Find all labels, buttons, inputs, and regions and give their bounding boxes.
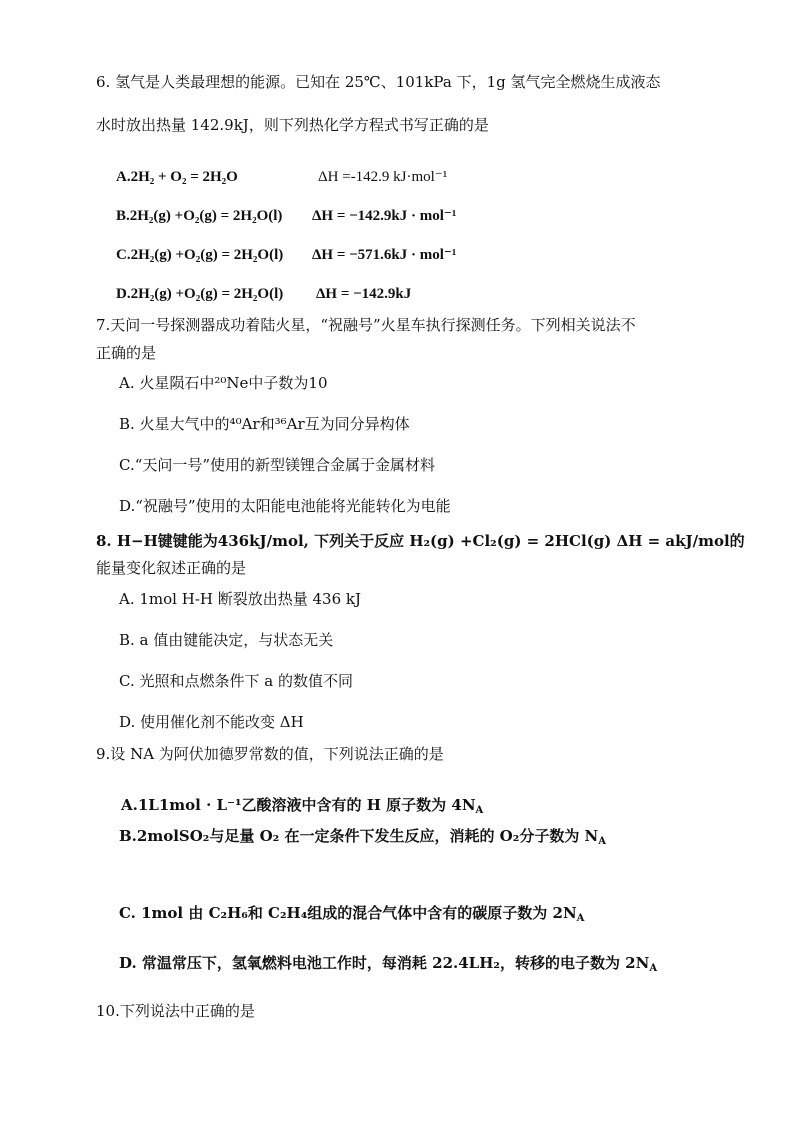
q9-option-d-subscript: A bbox=[649, 963, 658, 974]
q9-option-d-text: D. 常温常压下，氢氧燃料电池工作时，每消耗 22.4LH₂，转移的电子数为 2N bbox=[119, 954, 650, 972]
q6-option-a-equation: 2H₂ + O₂ = 2H₂O bbox=[130, 169, 238, 185]
q9-option-a-text: A.1L1mol · L⁻¹乙酸溶液中含有的 H 原子数为 4N bbox=[121, 796, 476, 814]
q9-option-b-subscript: A bbox=[598, 836, 607, 847]
q7-option-c: C.“天问一号”使用的新型镁锂合金属于金属材料 bbox=[119, 456, 436, 474]
q6-option-b bbox=[116, 206, 282, 226]
q9-option-c-text: C. 1mol 由 C₂H₆和 C₂H₄组成的混合气体中含有的碳原子数为 2N bbox=[119, 904, 577, 922]
q6-option-d bbox=[116, 284, 283, 304]
q6-option-c-equation: 2H₂(g) +O₂(g) = 2H₂O(l) bbox=[130, 247, 284, 263]
q9-option-a bbox=[121, 795, 483, 815]
q6-option-c-label: C. bbox=[116, 247, 131, 263]
q8-stem-line1: 8. H−H键键能为436kJ/mol, 下列关于反应 H₂(g) +Cl₂(g) = 2HCl(g) ΔH = akJ/mol的 bbox=[96, 532, 745, 550]
q7-option-b: B. 火星大气中的⁴⁰Ar和³⁶Ar互为同分异构体 bbox=[119, 415, 410, 433]
q9-option-b-text: B.2molSO₂与足量 O₂ 在一定条件下发生反应，消耗的 O₂分子数为 N bbox=[119, 827, 599, 845]
q8-stem-line2: 能量变化叙述正确的是 bbox=[96, 559, 247, 577]
q6-option-a-dh: ΔH =-142.9 kJ·mol⁻¹ bbox=[318, 169, 448, 185]
q6-option-c bbox=[116, 245, 283, 265]
q8-option-b: B. a 值由键能决定，与状态无关 bbox=[119, 631, 334, 649]
q9-stem: 9.设 NA 为阿伏加德罗常数的值，下列说法正确的是 bbox=[96, 745, 444, 763]
q7-option-d: D.“祝融号”使用的太阳能电池能将光能转化为电能 bbox=[119, 497, 451, 515]
q9-option-a-subscript: A bbox=[475, 805, 484, 816]
q6-option-b-equation: 2H₂(g) +O₂(g) = 2H₂O(l) bbox=[129, 208, 283, 224]
q6-option-d-equation: 2H₂(g) +O₂(g) = 2H₂O(l) bbox=[130, 286, 284, 302]
q7-option-a: A. 火星陨石中²⁰Ne中子数为10 bbox=[119, 374, 328, 392]
q6-option-d-dh: ΔH = −142.9kJ bbox=[316, 286, 412, 302]
q9-option-c bbox=[119, 903, 584, 923]
q6-stem-line2: 水时放出热量 142.9kJ，则下列热化学方程式书写正确的是 bbox=[96, 116, 489, 134]
q8-option-d: D. 使用催化剂不能改变 ΔH bbox=[119, 713, 304, 731]
q6-option-b-dh: ΔH = −142.9kJ · mol⁻¹ bbox=[312, 208, 457, 224]
q6-option-d-label: D. bbox=[116, 286, 131, 302]
q10-stem: 10.下列说法中正确的是 bbox=[96, 1002, 255, 1020]
q8-option-c: C. 光照和点燃条件下 a 的数值不同 bbox=[119, 672, 353, 690]
q6-option-a-label: A. bbox=[116, 169, 131, 185]
q6-option-b-label: B. bbox=[116, 208, 130, 224]
q9-option-d bbox=[119, 953, 657, 973]
q6-option-c-dh: ΔH = −571.6kJ · mol⁻¹ bbox=[312, 247, 457, 263]
q7-stem-line1: 7.天问一号探测器成功着陆火星，“祝融号”火星车执行探测任务。下列相关说法不 bbox=[96, 316, 636, 334]
q9-option-c-subscript: A bbox=[576, 913, 585, 924]
q9-option-b bbox=[119, 826, 606, 846]
q6-option-a bbox=[116, 167, 238, 187]
q8-option-a: A. 1mol H-H 断裂放出热量 436 kJ bbox=[119, 590, 362, 608]
q6-stem-line1: 6. 氢气是人类最理想的能源。已知在 25℃、101kPa 下，1g 氢气完全燃烧生成液态 bbox=[96, 73, 661, 91]
q7-stem-line2: 正确的是 bbox=[96, 344, 157, 362]
